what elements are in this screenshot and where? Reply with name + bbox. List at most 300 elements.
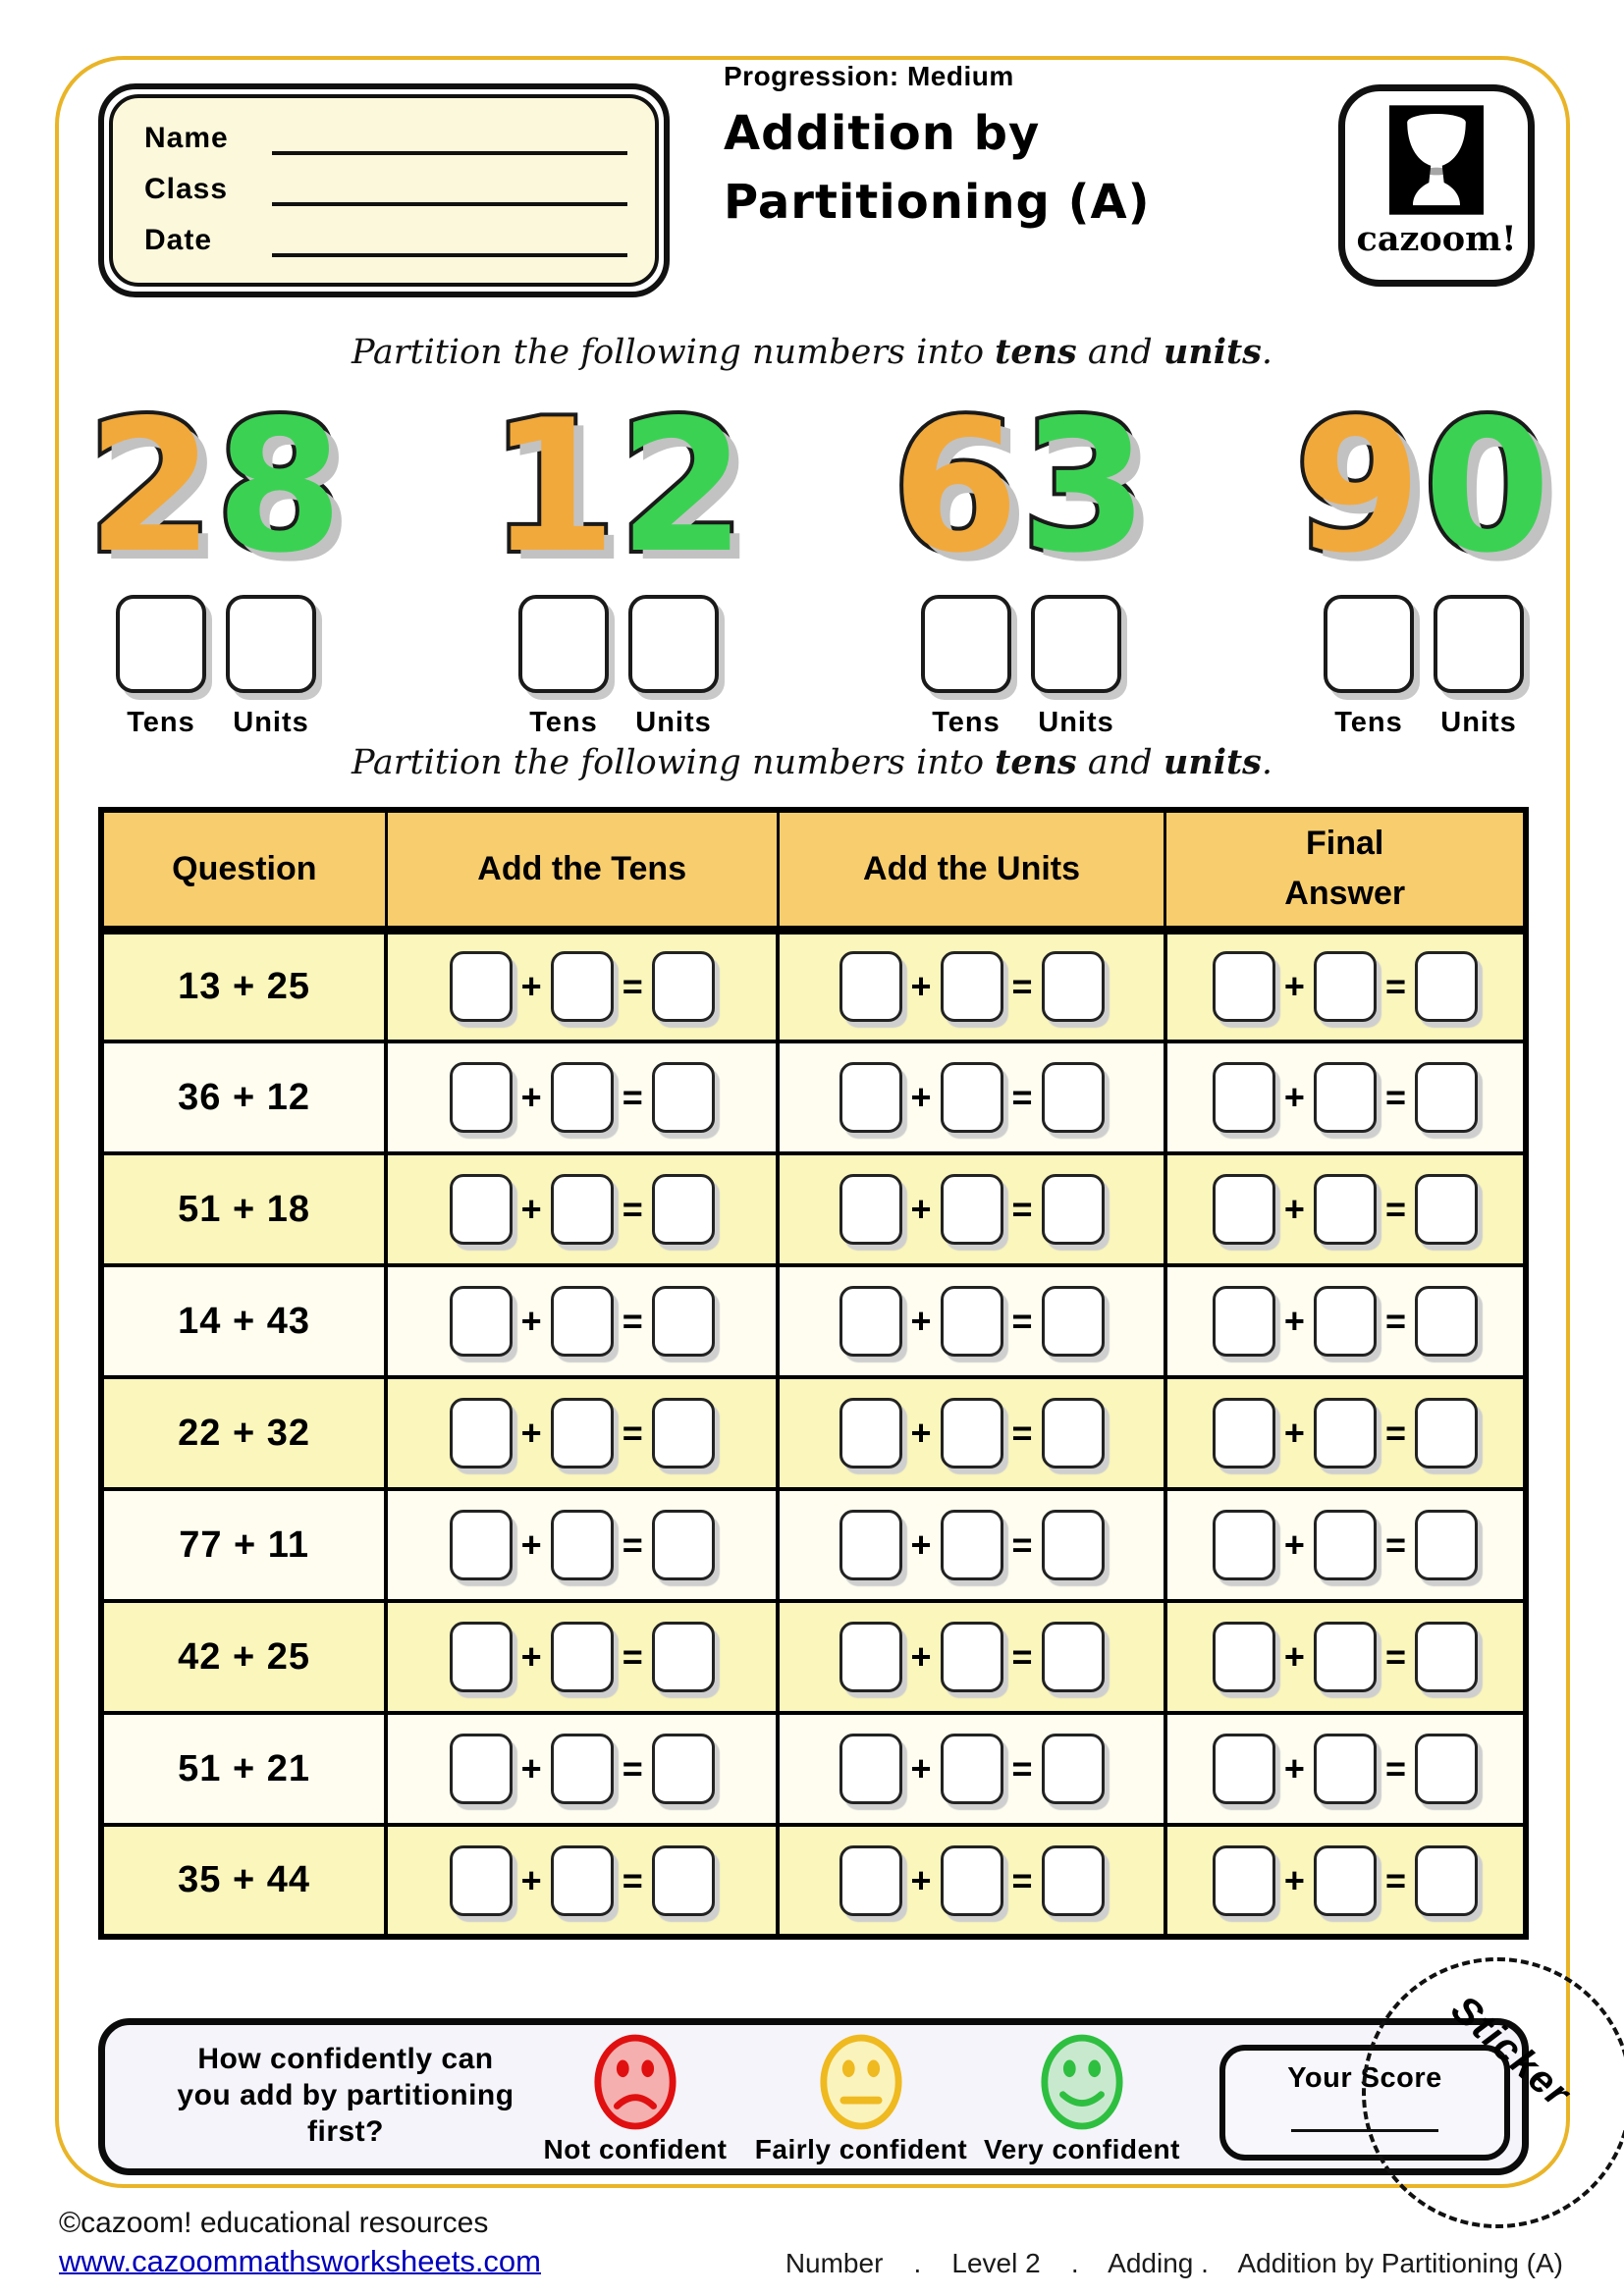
units-equation: [780, 1734, 1164, 1804]
answer-box[interactable]: [941, 1510, 1003, 1580]
tens-answer-box[interactable]: [921, 595, 1011, 693]
add-tens-cell: [386, 1377, 778, 1489]
plus-operator: +: [520, 1636, 542, 1677]
date-label: Date: [144, 224, 213, 256]
units-answer-box[interactable]: [628, 595, 719, 693]
answer-box[interactable]: [1042, 1062, 1105, 1133]
plus-operator: +: [910, 1301, 932, 1341]
tens-equation: [388, 1845, 776, 1916]
plus-operator: +: [520, 1189, 542, 1229]
date-field-row: [144, 224, 627, 257]
question-cell: [101, 930, 386, 1041]
plus-operator: +: [1283, 966, 1305, 1007]
sticker-circle: [1362, 1957, 1624, 2228]
equals-operator: =: [622, 1748, 643, 1789]
your-score-label: Your Score: [1287, 2062, 1442, 2094]
equals-operator: =: [622, 1077, 643, 1117]
answer-box[interactable]: [1314, 1510, 1377, 1580]
plus-operator: +: [910, 1636, 932, 1677]
partition-group-28: [69, 380, 363, 739]
instruction-and: and: [1076, 333, 1164, 372]
plus-operator: +: [520, 1077, 542, 1117]
instruction-units-word: units: [1163, 332, 1262, 372]
instruction-period: .: [1261, 333, 1273, 372]
instruction-and: and: [1076, 743, 1164, 782]
tens-answer-box[interactable]: [1324, 595, 1414, 693]
answer-box[interactable]: [652, 1845, 715, 1916]
equals-operator: =: [1384, 1859, 1406, 1900]
add-units-cell: [778, 1265, 1165, 1377]
answer-box[interactable]: [1415, 1510, 1478, 1580]
table-row: [101, 1041, 1526, 1153]
answer-box[interactable]: [1415, 1734, 1478, 1804]
answer-box[interactable]: [450, 1062, 513, 1133]
equals-operator: =: [1011, 1859, 1033, 1900]
plus-operator: +: [1283, 1524, 1305, 1565]
add-units-cell: [778, 1489, 1165, 1601]
answer-box[interactable]: [839, 1174, 902, 1245]
answer-box[interactable]: [941, 1062, 1003, 1133]
instruction-tens-word: tens: [995, 332, 1077, 372]
tens-equation: [388, 1062, 776, 1133]
logo-wordmark: cazoom!: [1356, 219, 1517, 259]
equals-operator: =: [1011, 1413, 1033, 1453]
answer-box[interactable]: [551, 1062, 614, 1133]
question-text: 14 + 43: [178, 1300, 311, 1342]
answer-box[interactable]: [450, 1398, 513, 1468]
tens-digit: 9: [1294, 380, 1424, 593]
header-add-tens: Add the Tens: [386, 810, 778, 930]
tens-label: Tens: [529, 707, 598, 738]
header-final-answer: Final Answer: [1165, 810, 1526, 930]
units-answer-box[interactable]: [1031, 595, 1121, 693]
answer-box[interactable]: [551, 1845, 614, 1916]
answer-box[interactable]: [1213, 1845, 1275, 1916]
plus-operator: +: [910, 1524, 932, 1565]
final-equation: [1167, 1845, 1523, 1916]
name-input-line[interactable]: [272, 122, 627, 155]
answer-box[interactable]: [1042, 951, 1105, 1022]
confidence-label-fairly: Fairly confident: [754, 2134, 968, 2164]
add-units-cell: [778, 1601, 1165, 1713]
confidence-section: [98, 2018, 1529, 2175]
equals-operator: =: [1384, 1636, 1406, 1677]
answer-box[interactable]: [450, 1845, 513, 1916]
question-cell: [101, 1377, 386, 1489]
footer-copyright: ©cazoom! educational resources: [59, 2207, 489, 2239]
tens-digit: 6: [892, 380, 1021, 593]
instruction-line-1: [0, 332, 1624, 372]
units-answer-box[interactable]: [226, 595, 316, 693]
tens-equation: [388, 1174, 776, 1245]
add-units-cell: [778, 930, 1165, 1041]
question-text: 51 + 21: [178, 1747, 311, 1789]
class-field-row: [144, 173, 627, 206]
tens-equation: [388, 1510, 776, 1580]
plus-operator: +: [520, 1413, 542, 1453]
question-text: 13 + 25: [178, 965, 311, 1007]
answer-box[interactable]: [1314, 1062, 1377, 1133]
final-answer-cell: [1165, 1377, 1526, 1489]
answer-box[interactable]: [1314, 1622, 1377, 1692]
student-info-box: [98, 83, 670, 297]
final-answer-cell: [1165, 1153, 1526, 1265]
units-label: Units: [233, 707, 309, 738]
answer-box[interactable]: [839, 1062, 902, 1133]
question-text: 35 + 44: [178, 1859, 311, 1900]
confidence-option-not[interactable]: [522, 2033, 748, 2165]
partition-group-12: [471, 380, 766, 739]
answer-box[interactable]: [1213, 1734, 1275, 1804]
final-equation: [1167, 1286, 1523, 1357]
final-answer-cell: [1165, 1489, 1526, 1601]
answer-box[interactable]: [450, 1622, 513, 1692]
units-answer-box[interactable]: [1434, 595, 1524, 693]
equals-operator: =: [1011, 1189, 1033, 1229]
final-answer-cell: [1165, 1265, 1526, 1377]
question-cell: [101, 1825, 386, 1937]
answer-box[interactable]: [1415, 1622, 1478, 1692]
answer-box[interactable]: [941, 1845, 1003, 1916]
answer-box[interactable]: [652, 1622, 715, 1692]
happy-face-icon[interactable]: [1039, 2033, 1125, 2133]
answer-box[interactable]: [551, 951, 614, 1022]
table-row: [101, 1825, 1526, 1937]
answer-box[interactable]: [839, 1398, 902, 1468]
equals-operator: =: [1011, 1077, 1033, 1117]
units-equation: [780, 951, 1164, 1022]
units-equation: [780, 1174, 1164, 1245]
equals-operator: =: [622, 966, 643, 1007]
page-title: [724, 100, 1332, 237]
answer-box[interactable]: [1415, 1174, 1478, 1245]
answer-box[interactable]: [1314, 1286, 1377, 1357]
header-question: Question: [101, 810, 386, 930]
units-equation: [780, 1510, 1164, 1580]
final-equation: [1167, 951, 1523, 1022]
answer-box[interactable]: [1415, 1398, 1478, 1468]
answer-box[interactable]: [1314, 1845, 1377, 1916]
add-tens-cell: [386, 930, 778, 1041]
prompt-line-3: first?: [307, 2115, 384, 2148]
plus-operator: +: [1283, 1413, 1305, 1453]
tens-equation: [388, 1286, 776, 1357]
units-equation: [780, 1286, 1164, 1357]
question-cell: [101, 1489, 386, 1601]
answer-box[interactable]: [839, 1510, 902, 1580]
question-rows-body: [101, 930, 1526, 1937]
answer-box[interactable]: [941, 1174, 1003, 1245]
big-number-28: [69, 380, 363, 593]
big-number-90: [1276, 380, 1571, 593]
plus-operator: +: [910, 1859, 932, 1900]
add-tens-cell: [386, 1601, 778, 1713]
big-number-12: [471, 380, 766, 593]
answer-box[interactable]: [551, 1174, 614, 1245]
answer-box[interactable]: [450, 1510, 513, 1580]
units-label: Units: [1038, 707, 1114, 738]
add-units-cell: [778, 1153, 1165, 1265]
plus-operator: +: [1283, 1859, 1305, 1900]
question-cell: [101, 1041, 386, 1153]
add-units-cell: [778, 1041, 1165, 1153]
answer-box[interactable]: [652, 1734, 715, 1804]
plus-operator: +: [910, 1748, 932, 1789]
answer-box[interactable]: [941, 1734, 1003, 1804]
final-equation: [1167, 1510, 1523, 1580]
confidence-label-not: Not confident: [543, 2134, 728, 2164]
answer-box[interactable]: [652, 1398, 715, 1468]
tens-digit: 1: [489, 380, 619, 593]
instruction-prefix: Partition the following numbers into: [351, 333, 996, 372]
final-answer-cell: [1165, 1825, 1526, 1937]
answer-box[interactable]: [1213, 1174, 1275, 1245]
question-text: 22 + 32: [178, 1412, 311, 1454]
plus-operator: +: [520, 966, 542, 1007]
question-text: 42 + 25: [178, 1635, 311, 1678]
student-info-inner: [109, 94, 659, 287]
confidence-option-very[interactable]: [969, 2033, 1195, 2165]
answer-box[interactable]: [652, 1062, 715, 1133]
final-answer-cell: [1165, 1713, 1526, 1825]
final-answer-cell: [1165, 930, 1526, 1041]
equals-operator: =: [1384, 1413, 1406, 1453]
equals-operator: =: [622, 1189, 643, 1229]
instruction-line-2: [0, 742, 1624, 782]
footer-categories: Number . Level 2 . Adding . Addition by Partitioning (A): [785, 2248, 1563, 2278]
answer-box[interactable]: [941, 1398, 1003, 1468]
tens-digit: 2: [86, 380, 216, 593]
header-add-units: Add the Units: [778, 810, 1165, 930]
answer-box[interactable]: [941, 1286, 1003, 1357]
class-input-line[interactable]: [272, 173, 627, 206]
plus-operator: +: [910, 1413, 932, 1453]
add-units-cell: [778, 1713, 1165, 1825]
answer-box[interactable]: [652, 1286, 715, 1357]
answer-box[interactable]: [1314, 1734, 1377, 1804]
sad-face-icon[interactable]: [592, 2033, 678, 2133]
answer-box[interactable]: [1042, 1510, 1105, 1580]
question-text: 36 + 12: [178, 1076, 311, 1118]
answer-box[interactable]: [652, 1174, 715, 1245]
date-input-line[interactable]: [272, 224, 627, 257]
equals-operator: =: [1384, 1301, 1406, 1341]
instruction-period: .: [1261, 743, 1273, 782]
prompt-line-2: you add by partitioning: [177, 2079, 514, 2111]
name-label: Name: [144, 122, 229, 154]
equals-operator: =: [1011, 966, 1033, 1007]
plus-operator: +: [520, 1859, 542, 1900]
question-cell: [101, 1265, 386, 1377]
answer-box[interactable]: [1415, 1845, 1478, 1916]
units-digit: 8: [216, 380, 346, 593]
answer-box[interactable]: [1213, 1622, 1275, 1692]
title-line-1: Addition by: [724, 106, 1041, 161]
answer-box[interactable]: [941, 1622, 1003, 1692]
question-cell: [101, 1601, 386, 1713]
answer-box[interactable]: [1213, 1286, 1275, 1357]
plus-operator: +: [520, 1748, 542, 1789]
table-row: [101, 1601, 1526, 1713]
progression-level: Progression: Medium: [724, 61, 1014, 91]
answer-box[interactable]: [551, 1398, 614, 1468]
tens-label: Tens: [127, 707, 195, 738]
answer-box[interactable]: [1042, 1734, 1105, 1804]
name-field-row: [144, 122, 627, 155]
question-text: 77 + 11: [179, 1523, 309, 1566]
answer-box[interactable]: [1042, 1622, 1105, 1692]
final-equation: [1167, 1062, 1523, 1133]
title-line-2: Partitioning (A): [724, 174, 1151, 230]
final-equation: [1167, 1174, 1523, 1245]
tens-label: Tens: [932, 707, 1001, 738]
final-equation: [1167, 1622, 1523, 1692]
answer-box[interactable]: [551, 1622, 614, 1692]
answer-box[interactable]: [1314, 951, 1377, 1022]
answer-box[interactable]: [839, 1845, 902, 1916]
equals-operator: =: [1011, 1524, 1033, 1565]
instruction-tens-word: tens: [995, 742, 1077, 782]
table-row: [101, 1713, 1526, 1825]
equals-operator: =: [622, 1413, 643, 1453]
answer-box[interactable]: [551, 1286, 614, 1357]
units-equation: [780, 1622, 1164, 1692]
answer-box[interactable]: [1213, 1510, 1275, 1580]
equals-operator: =: [1384, 1524, 1406, 1565]
units-equation: [780, 1062, 1164, 1133]
units-label: Units: [635, 707, 712, 738]
sticker-label: Sticker: [1442, 1987, 1580, 2116]
plus-operator: +: [520, 1301, 542, 1341]
answer-box[interactable]: [551, 1510, 614, 1580]
answer-box[interactable]: [1042, 1845, 1105, 1916]
confidence-option-fairly[interactable]: [748, 2033, 974, 2165]
units-digit: 2: [619, 380, 748, 593]
final-equation: [1167, 1398, 1523, 1468]
plus-operator: +: [1283, 1189, 1305, 1229]
answer-box[interactable]: [1213, 951, 1275, 1022]
djembe-drum-icon: [1389, 105, 1484, 215]
prompt-line-1: How confidently can: [197, 2043, 494, 2075]
equals-operator: =: [1011, 1748, 1033, 1789]
answer-box[interactable]: [1213, 1398, 1275, 1468]
answer-box[interactable]: [1314, 1398, 1377, 1468]
tens-equation: [388, 951, 776, 1022]
table-row: [101, 1489, 1526, 1601]
answer-box[interactable]: [450, 1174, 513, 1245]
units-digit: 0: [1424, 380, 1553, 593]
answer-box[interactable]: [839, 1734, 902, 1804]
equals-operator: =: [1011, 1636, 1033, 1677]
answer-box[interactable]: [1415, 1286, 1478, 1357]
neutral-face-icon[interactable]: [818, 2033, 904, 2133]
confidence-prompt: [135, 2041, 557, 2150]
add-tens-cell: [386, 1825, 778, 1937]
instruction-units-word: units: [1163, 742, 1262, 782]
answer-box[interactable]: [551, 1734, 614, 1804]
final-answer-cell: [1165, 1041, 1526, 1153]
plus-operator: +: [1283, 1301, 1305, 1341]
question-cell: [101, 1713, 386, 1825]
units-label: Units: [1440, 707, 1517, 738]
plus-operator: +: [910, 966, 932, 1007]
plus-operator: +: [1283, 1636, 1305, 1677]
answer-box[interactable]: [839, 1286, 902, 1357]
partition-group-63: [874, 380, 1168, 739]
equals-operator: =: [622, 1524, 643, 1565]
add-units-cell: [778, 1825, 1165, 1937]
equals-operator: =: [1384, 1077, 1406, 1117]
equals-operator: =: [1384, 1189, 1406, 1229]
equals-operator: =: [1384, 966, 1406, 1007]
big-number-63: [874, 380, 1168, 593]
add-tens-cell: [386, 1713, 778, 1825]
answer-box[interactable]: [839, 951, 902, 1022]
partition-group-90: [1276, 380, 1571, 739]
table-row: [101, 1153, 1526, 1265]
table-header-row: [101, 810, 1526, 930]
equals-operator: =: [1011, 1301, 1033, 1341]
answer-box[interactable]: [1042, 1398, 1105, 1468]
answer-box[interactable]: [450, 951, 513, 1022]
units-equation: [780, 1398, 1164, 1468]
units-equation: [780, 1845, 1164, 1916]
equals-operator: =: [622, 1859, 643, 1900]
tens-equation: [388, 1734, 776, 1804]
answer-box[interactable]: [839, 1622, 902, 1692]
answer-box[interactable]: [1314, 1174, 1377, 1245]
equals-operator: =: [622, 1636, 643, 1677]
add-units-cell: [778, 1377, 1165, 1489]
tens-equation: [388, 1398, 776, 1468]
footer-website-link[interactable]: www.cazoommathsworksheets.com: [59, 2244, 541, 2278]
class-label: Class: [144, 173, 229, 205]
answer-box[interactable]: [1042, 1286, 1105, 1357]
table-row: [101, 1265, 1526, 1377]
tens-label: Tens: [1334, 707, 1403, 738]
answer-box[interactable]: [652, 1510, 715, 1580]
answer-box[interactable]: [1415, 951, 1478, 1022]
plus-operator: +: [520, 1524, 542, 1565]
answer-box[interactable]: [1042, 1174, 1105, 1245]
equals-operator: =: [1384, 1748, 1406, 1789]
instruction-prefix: Partition the following numbers into: [351, 743, 996, 782]
tens-equation: [388, 1622, 776, 1692]
cazoom-logo: [1338, 84, 1535, 287]
plus-operator: +: [910, 1189, 932, 1229]
add-tens-cell: [386, 1489, 778, 1601]
add-tens-cell: [386, 1265, 778, 1377]
answer-box[interactable]: [450, 1286, 513, 1357]
table-row: [101, 930, 1526, 1041]
answer-box[interactable]: [1415, 1062, 1478, 1133]
question-text: 51 + 18: [178, 1188, 311, 1230]
partition-work-table: [98, 807, 1529, 1940]
tens-answer-box[interactable]: [518, 595, 609, 693]
answer-box[interactable]: [1213, 1062, 1275, 1133]
final-equation: [1167, 1734, 1523, 1804]
question-cell: [101, 1153, 386, 1265]
answer-box[interactable]: [652, 951, 715, 1022]
table-row: [101, 1377, 1526, 1489]
final-answer-cell: [1165, 1601, 1526, 1713]
plus-operator: +: [1283, 1748, 1305, 1789]
units-digit: 3: [1021, 380, 1151, 593]
tens-answer-box[interactable]: [116, 595, 206, 693]
answer-box[interactable]: [450, 1734, 513, 1804]
answer-box[interactable]: [941, 951, 1003, 1022]
plus-operator: +: [910, 1077, 932, 1117]
